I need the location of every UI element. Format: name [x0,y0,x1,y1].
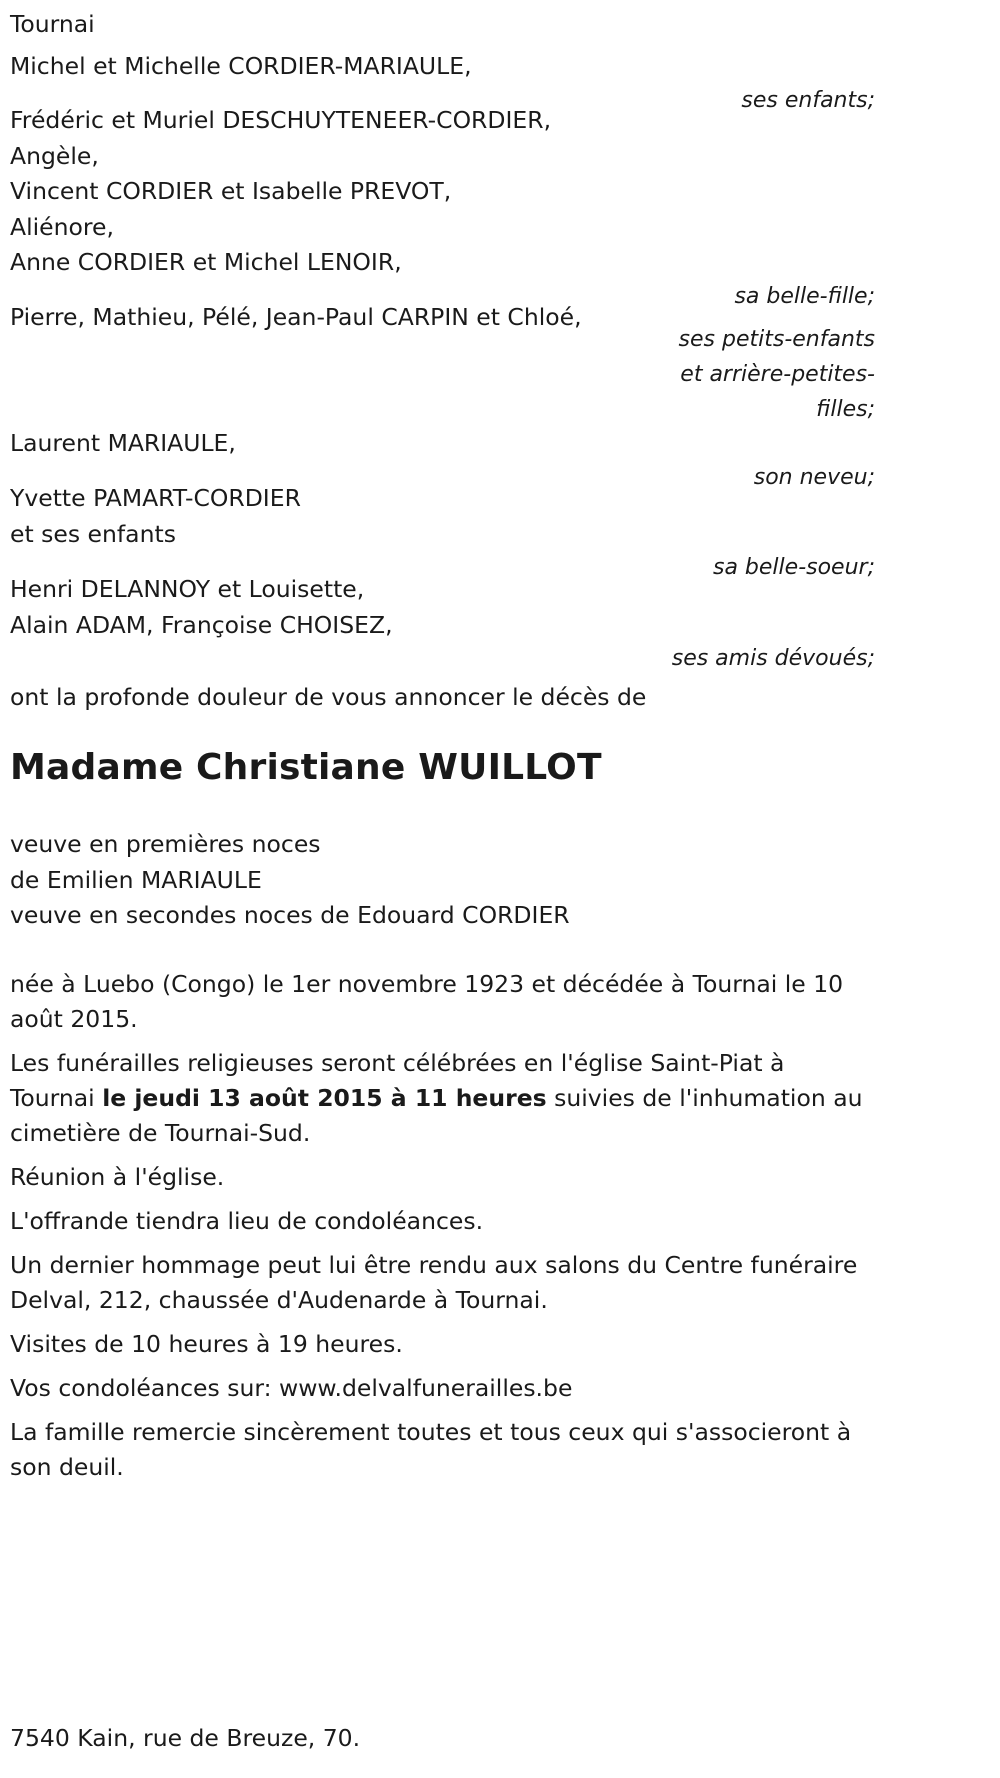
details-block [10,967,875,1485]
relation-line: ses amis dévoués; [671,646,875,671]
widow-lines [10,827,570,934]
family-name-line: Anne CORDIER et Michel LENOIR, [10,248,402,276]
deceased-name: Madame Christiane WUILLOT [10,747,602,788]
family-name-line: Frédéric et Muriel DESCHUYTENEER-CORDIER, [10,106,552,134]
family-names [10,572,875,643]
family-name-line: Angèle, [10,141,99,170]
family-relation [10,322,875,427]
family-names [10,426,875,462]
address: 7540 Kain, rue de Breuze, 70. [10,1724,361,1752]
announcement-text: ont la profonde douleur de vous annoncer le décès de [10,683,647,711]
offrande-text: L'offrande tiendra lieu de condoléances. [10,1207,484,1235]
family-name-line: Yvette PAMART-CORDIER [10,484,301,512]
family-name-line: et ses enfants [10,519,176,548]
relation-line: filles; [816,397,875,422]
family-relation-block [10,322,875,427]
hommage-text: Un dernier hommage peut lui être rendu aux salons du Centre funéraire Delval, 212, chaussée d'Audenarde à Tournai. [10,1251,858,1314]
remerciements-text: La famille remercie sincèrement toutes et tous ceux qui s'associeront à son deuil. [10,1418,852,1481]
family-name-line: Henri DELANNOY et Louisette, [10,575,365,603]
relation-line: et arrière-petites- [680,362,875,387]
family-name-line: Vincent CORDIER et Isabelle PREVOT, [10,177,452,205]
widow-line: veuve en secondes noces de Edouard CORDIER [10,901,570,929]
family-names [10,103,875,281]
relation-line: sa belle-fille; [734,283,875,309]
location: Tournai [10,10,95,38]
family-name-line: Laurent MARIAULE, [10,429,236,457]
family-name-line: Aliénore, [10,212,114,241]
reunion-text: Réunion à l'église. [10,1163,225,1191]
family-names [10,481,875,552]
funeral-rest: suivies de l'inhumation au cimetière de Tournai-Sud. [10,1084,863,1147]
relation-line: ses enfants; [741,87,875,113]
family-name-line: Pierre, Mathieu, Pélé, Jean-Paul CARPIN et Chloé, [10,303,582,331]
birth-death-text: née à Luebo (Congo) le 1er novembre 1923 et décédée à Tournai le 10 août 2015. [10,970,844,1033]
relation-line: sa belle-soeur; [713,555,875,580]
funeral-text [10,1046,875,1151]
family-relation [10,641,875,676]
condoleances-text: Vos condoléances sur: www.delvalfunerailles.be [10,1374,573,1402]
family-name-line: Alain ADAM, Françoise CHOISEZ, [10,610,393,639]
family-name-line: Michel et Michelle CORDIER-MARIAULE, [10,52,472,80]
relation-line: ses petits-enfants [678,327,875,352]
funeral-date: le jeudi 13 août 2015 à 11 heures [102,1084,547,1112]
visites-text: Visites de 10 heures à 19 heures. [10,1330,403,1358]
family-group [10,572,875,676]
family-group [10,103,875,314]
widow-line: de Emilien MARIAULE [10,865,262,894]
widow-line: veuve en premières noces [10,830,321,858]
relation-line: son neveu; [753,464,875,490]
funeral-intro: Les funérailles religieuses seront célébrées en l'église Saint-Piat à Tournai [10,1049,785,1112]
family-names [10,49,875,85]
family-group [10,481,875,585]
